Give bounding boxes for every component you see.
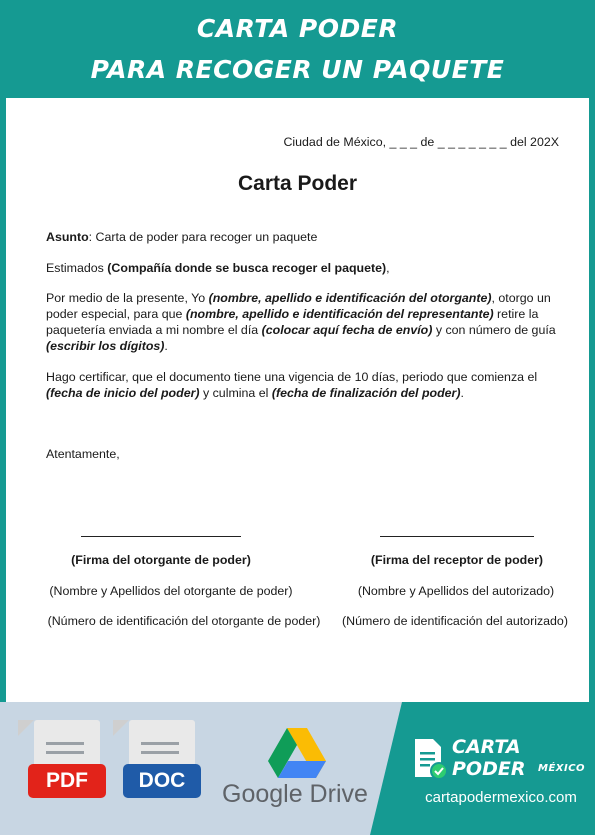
end-date-placeholder: (fecha de finalización del poder) (271, 386, 461, 400)
subject-text: : Carta de poder para recoger un paquete (88, 230, 318, 244)
file-line (141, 742, 179, 745)
signature-line-left (81, 536, 241, 537)
file-fold-shape (113, 720, 129, 736)
banner-title-line1: CARTA PODER (196, 14, 399, 43)
doc-badge: DOC (123, 764, 201, 798)
document-page (6, 98, 589, 702)
start-date-placeholder: (fecha de inicio del poder) (46, 386, 200, 400)
signature-title-left: (Firma del otorgante de poder) (71, 553, 251, 567)
header-banner (0, 0, 595, 98)
tracking-number-placeholder: (escribir los dígitos) (46, 339, 165, 353)
ship-date-placeholder: (colocar aquí fecha de envío) (261, 323, 433, 337)
google-drive-label: Google Drive (222, 780, 368, 808)
body-paragraph-2 (46, 369, 561, 401)
pdf-badge: PDF (28, 764, 106, 798)
body1-text: retire la paquetería enviada a mi nombre el día (46, 307, 539, 337)
signature-line-right (380, 536, 534, 537)
file-line (46, 742, 84, 745)
signature-title-right: (Firma del receptor de poder) (370, 553, 544, 567)
greeting-paragraph (46, 260, 561, 276)
file-line (46, 751, 84, 754)
document-check-icon (413, 737, 449, 781)
document-title: Carta Poder (237, 172, 358, 195)
signature-id-right: (Número de identificación del autorizado) (342, 614, 568, 628)
body1-text: . (164, 339, 168, 353)
banner-title-line2: PARA RECOGER UN PAQUETE (90, 55, 505, 84)
document-line (420, 758, 435, 761)
footer-diagonal (370, 702, 402, 835)
check-circle (431, 763, 447, 779)
body2-text: . (460, 386, 464, 400)
representative-placeholder: (nombre, apellido e identificación del representante) (185, 307, 494, 321)
file-line (141, 751, 179, 754)
body1-text: y con número de guía (432, 323, 556, 337)
document-line (420, 764, 430, 767)
body2-text: Hago certificar, que el documento tiene una vigencia de 10 días, periodo que comienza el (46, 370, 538, 384)
date-line: Ciudad de México, _ _ _ de _ _ _ _ _ _ _ del 202X (283, 135, 559, 149)
brand-subtitle: MÉXICO (538, 763, 586, 774)
signature-name-left: (Nombre y Apellidos del otorgante de poder) (49, 584, 293, 598)
google-drive-icon[interactable] (268, 728, 326, 778)
body1-text: , otorgo un poder especial, para que (46, 291, 551, 321)
signature-block-right (332, 552, 582, 568)
brand-title: CARTA PODER (452, 736, 526, 780)
subject-label: Asunto (46, 230, 89, 244)
closing-text: Atentamente, (46, 447, 120, 461)
signature-id-left: (Número de identificación del otorgante de poder) (47, 614, 321, 628)
brand-url-link[interactable]: cartapodermexico.com (425, 789, 577, 806)
grantor-placeholder: (nombre, apellido e identificación del otorgante) (208, 291, 492, 305)
greeting-text: Estimados (46, 261, 108, 275)
subject-paragraph (46, 229, 561, 245)
body1-text: Por medio de la presente, Yo (46, 291, 209, 305)
greeting-company: (Compañía donde se busca recoger el paquete) (107, 261, 387, 275)
greeting-end: , (386, 261, 390, 275)
document-line (420, 752, 435, 755)
signature-block-left (46, 552, 276, 568)
signature-name-right: (Nombre y Apellidos del autorizado) (357, 584, 555, 598)
body-paragraph-1 (46, 290, 561, 354)
body2-text: y culmina el (199, 386, 272, 400)
file-fold-shape (18, 720, 34, 736)
